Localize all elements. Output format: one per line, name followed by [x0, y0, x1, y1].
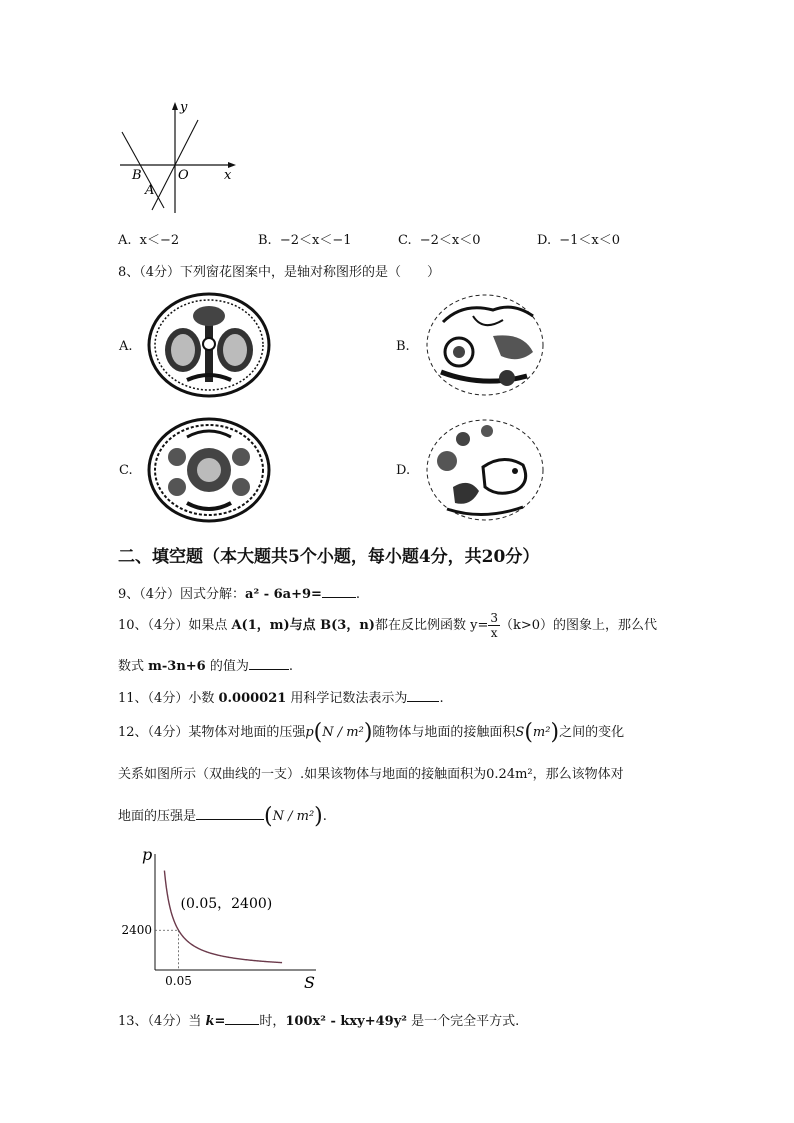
q7-option-letter: C.: [398, 233, 412, 248]
q10-line2: [118, 655, 293, 674]
q11-end: .: [439, 691, 444, 706]
q12-chart: [121, 840, 330, 992]
section2-title: 二、填空题（本大题共5个小题，每小题4分，共20分）: [118, 547, 540, 567]
q11-prefix: 11、（4分）小数: [118, 691, 219, 706]
q12-s-var: S: [515, 725, 525, 740]
q10-frac-num: 3: [490, 611, 498, 625]
q12-p-var: p: [305, 725, 314, 740]
q12-chart-curve: [164, 871, 282, 963]
q10-cond: （k>0）的图象上，那么代: [499, 618, 658, 633]
window-flower-d-image[interactable]: [423, 417, 547, 523]
q12-s-unit: m²: [532, 725, 551, 740]
q12-l2-a: 关系如图所示（双曲线的一支）.如果该物体与地面的接触面积为: [118, 767, 487, 782]
q7-a-label: A: [145, 183, 155, 198]
q7-graph: [112, 98, 244, 216]
q13: [118, 1010, 519, 1029]
q12-l3-end: .: [322, 809, 327, 824]
q9-expr: a² - 6a+9=: [245, 587, 322, 602]
q10-line2-expr: m-3n+6: [148, 659, 206, 674]
q13-k: k: [205, 1014, 215, 1029]
q12-line2: [118, 763, 624, 782]
q12-l1-a: 12、（4分）某物体对地面的压强: [118, 725, 306, 740]
q12-chart-x-axis-label: S: [304, 973, 315, 992]
q8-option-b-letter[interactable]: B.: [396, 339, 410, 354]
q7-option-text: −2＜x＜−1: [279, 233, 352, 248]
q9-end: .: [355, 587, 361, 602]
q11-answer-blank[interactable]: [407, 701, 439, 702]
q9-prefix: 9、（4分）因式分解：: [118, 587, 246, 602]
q12-chart-point-label: (0.05，2400): [180, 896, 273, 913]
q7-origin-label: O: [178, 168, 189, 183]
q7-x-label: x: [224, 168, 232, 183]
q7-line-1: [122, 132, 164, 208]
q7-option-b[interactable]: [258, 229, 352, 248]
q11-number: 0.000021: [218, 691, 287, 706]
q8-option-c-letter[interactable]: C.: [119, 463, 133, 478]
q7-option-a[interactable]: [118, 229, 179, 248]
q7-y-arrow: [172, 102, 178, 110]
q12-l3-a: 地面的压强是: [118, 809, 197, 824]
q12-l2-val: 0.24m²: [486, 767, 533, 782]
q7-option-text: −2＜x＜0: [419, 233, 481, 248]
q12-chart-x-tick: 0.05: [165, 974, 192, 988]
window-flower-a-image[interactable]: [147, 292, 271, 398]
q8-option-d-letter[interactable]: D.: [396, 463, 411, 478]
q13-eq: =: [214, 1014, 226, 1029]
q12-answer-blank[interactable]: [196, 819, 264, 820]
q7-option-c[interactable]: [398, 229, 481, 248]
q9-answer-blank[interactable]: [322, 597, 356, 598]
q12-chart-y-tick: 2400: [121, 923, 152, 938]
q9: [118, 583, 360, 602]
q10-frac-den: x: [490, 626, 498, 640]
q8-option-a-letter[interactable]: A.: [119, 339, 133, 354]
window-flower-b-image[interactable]: [423, 292, 547, 398]
q10-line1: [118, 611, 657, 640]
q13-prefix: 13、（4分）当: [118, 1014, 206, 1029]
q10-answer-blank[interactable]: [249, 669, 289, 670]
q12-chart-y-axis-label: p: [142, 845, 153, 864]
q13-mid: 时，: [259, 1014, 286, 1029]
window-flower-c-image[interactable]: [147, 417, 271, 523]
q7-option-letter: D.: [537, 233, 552, 248]
q12-l1-b: 随物体与地面的接触面积: [372, 725, 516, 740]
q10-fraction: [488, 611, 500, 640]
q10-prefix: 10、（4分）如果点: [118, 618, 232, 633]
q10-line2-end: .: [288, 659, 294, 674]
q12-line3: 地面的压强是 (N / m²).: [118, 804, 327, 829]
q7-y-label: y: [180, 100, 188, 115]
q10-points: A(1，m)与点 B(3，n): [231, 618, 375, 633]
q12-l3-unit: N / m²: [272, 809, 315, 824]
q10-line2-prefix: 数式: [118, 659, 149, 674]
q7-option-text: x＜−2: [139, 233, 180, 248]
q8-stem: 8、（4分）下列窗花图案中，是轴对称图形的是（ ）: [118, 265, 441, 280]
q12-l2-b: ，那么该物体对: [532, 767, 624, 782]
q7-option-text: −1＜x＜0: [559, 233, 621, 248]
q12-line1: 12、（4分）某物体对地面的压强p(N / m²)随物体与地面的接触面积S(m²)之间的变化: [118, 720, 625, 745]
q7-option-d[interactable]: [537, 229, 620, 248]
q11-mid: 用科学记数法表示为: [286, 691, 408, 706]
q10-mid: 都在反比例函数 y=: [374, 618, 489, 633]
q10-line2-mid: 的值为: [205, 659, 249, 674]
q12-p-unit: N / m²: [322, 725, 364, 740]
q13-end: 是一个完全平方式.: [406, 1014, 520, 1029]
q13-expr: 100x² - kxy+49y²: [285, 1014, 407, 1029]
q7-option-letter: B.: [258, 233, 272, 248]
q13-answer-blank[interactable]: [225, 1024, 259, 1025]
q7-b-label: B: [132, 168, 142, 183]
q7-option-letter: A.: [118, 233, 132, 248]
q11: [118, 687, 444, 706]
q12-l1-c: 之间的变化: [559, 725, 625, 740]
